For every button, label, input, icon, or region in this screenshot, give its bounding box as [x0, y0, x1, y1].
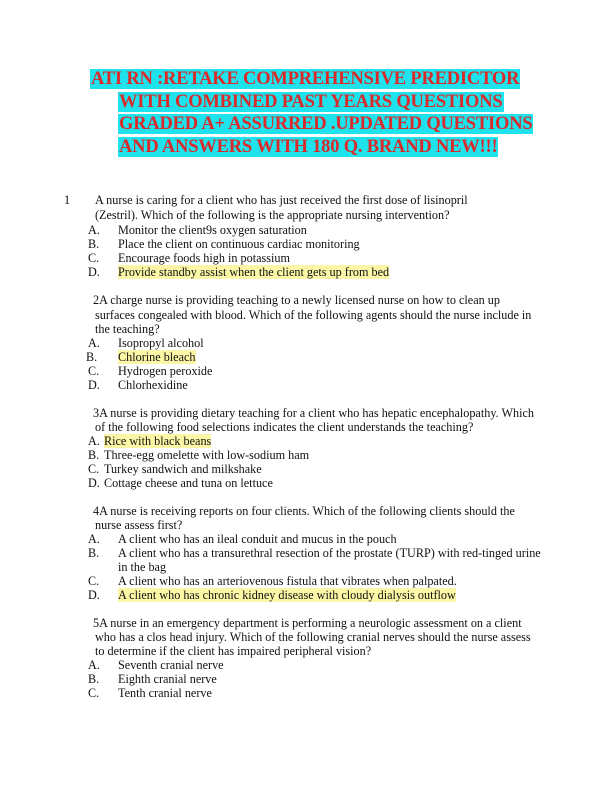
option-text: A client who has a transurethral resection of the prostate (TURP) with red-tinged urine: [118, 546, 541, 560]
title-line-3: GRADED A+ ASSURRED .UPDATED QUESTIONS: [119, 114, 533, 134]
option-text: Eighth cranial nerve: [118, 672, 217, 686]
option-letter: C.: [88, 462, 100, 476]
option-text: Seventh cranial nerve: [118, 658, 224, 672]
option-letter: C.: [88, 574, 100, 588]
option-letter: B.: [88, 237, 100, 251]
option-letter: C.: [88, 364, 100, 378]
highlighted-answer: Chlorine bleach: [118, 350, 196, 364]
option-text: Place the client on continuous cardiac monitoring: [118, 237, 360, 251]
option-text: A client who has an ileal conduit and mucus in the pouch: [118, 532, 397, 546]
question-stem-line: the teaching?: [95, 322, 160, 336]
option-letter: B.: [86, 350, 98, 364]
option-text: Tenth cranial nerve: [118, 686, 212, 700]
option-letter: C.: [88, 251, 100, 265]
option-letter: A.: [88, 223, 100, 237]
option-letter: A.: [88, 532, 100, 546]
option-text: Turkey sandwich and milkshake: [104, 462, 262, 476]
document-title: [90, 68, 533, 158]
question-stem-line: to determine if the client has impaired peripheral vision?: [95, 644, 372, 658]
highlighted-answer: Rice with black beans: [104, 434, 212, 448]
option-text: Monitor the client9s oxygen saturation: [118, 223, 307, 237]
title-line-2: WITH COMBINED PAST YEARS QUESTIONS: [119, 91, 503, 112]
question-stem-line: A nurse is caring for a client who has just received the first dose of lisinopril: [95, 193, 468, 207]
option-text-continued: in the bag: [118, 560, 167, 574]
question-stem-line: who has a clos head injury. Which of the following cranial nerves should the nurse assess: [95, 630, 531, 644]
title-line-1: ATI RN :RETAKE COMPREHENSIVE PREDICTOR: [91, 69, 520, 89]
option-letter: C.: [88, 686, 100, 700]
option-text: Cottage cheese and tuna on lettuce: [104, 476, 273, 490]
question-stem-line: surfaces congealed with blood. Which of the following agents should the nurse include in: [95, 308, 532, 322]
option-letter: A.: [88, 434, 100, 448]
title-line-4: AND ANSWERS WITH 180 Q. BRAND NEW!!!: [119, 136, 498, 157]
question-number: 4: [93, 504, 100, 518]
question-number: 1: [64, 193, 71, 207]
option-letter: D.: [88, 588, 100, 602]
question-stem-line: 2A charge nurse is providing teaching to a newly licensed nurse on how to clean up: [93, 293, 500, 307]
option-letter: A.: [88, 658, 100, 672]
question-number: 2: [93, 293, 100, 307]
option-letter: D.: [88, 476, 100, 490]
question-stem-line: 5A nurse in an emergency department is performing a neurologic assessment on a client: [93, 616, 522, 630]
option-text: Encourage foods high in potassium: [118, 251, 290, 265]
option-text: Hydrogen peroxide: [118, 364, 213, 378]
question-stem-line: nurse assess first?: [95, 518, 183, 532]
option-letter: B.: [88, 448, 100, 462]
question-stem-line: 4A nurse is receiving reports on four clients. Which of the following clients should the: [93, 504, 515, 518]
question-number: 3: [93, 406, 100, 420]
option-text: Chlorhexidine: [118, 378, 188, 392]
question-stem-line: (Zestril). Which of the following is the appropriate nursing intervention?: [95, 208, 450, 222]
option-letter: D.: [88, 378, 100, 392]
highlighted-answer: Provide standby assist when the client gets up from bed: [118, 265, 390, 279]
option-letter: B.: [88, 546, 100, 560]
option-text: A client who has an arteriovenous fistula that vibrates when palpated.: [118, 574, 457, 588]
question-stem-line: of the following food selections indicates the client understands the teaching?: [95, 420, 474, 434]
option-letter: A.: [88, 336, 100, 350]
option-letter: D.: [88, 265, 100, 279]
option-letter: B.: [88, 672, 100, 686]
question-stem-line: 3A nurse is providing dietary teaching for a client who has hepatic encephalopathy. Which: [93, 406, 534, 420]
option-text: Three-egg omelette with low-sodium ham: [104, 448, 310, 462]
question-number: 5: [93, 616, 100, 630]
highlighted-answer: A client who has chronic kidney disease with cloudy dialysis outflow: [118, 588, 456, 602]
option-text: Isopropyl alcohol: [118, 336, 204, 350]
